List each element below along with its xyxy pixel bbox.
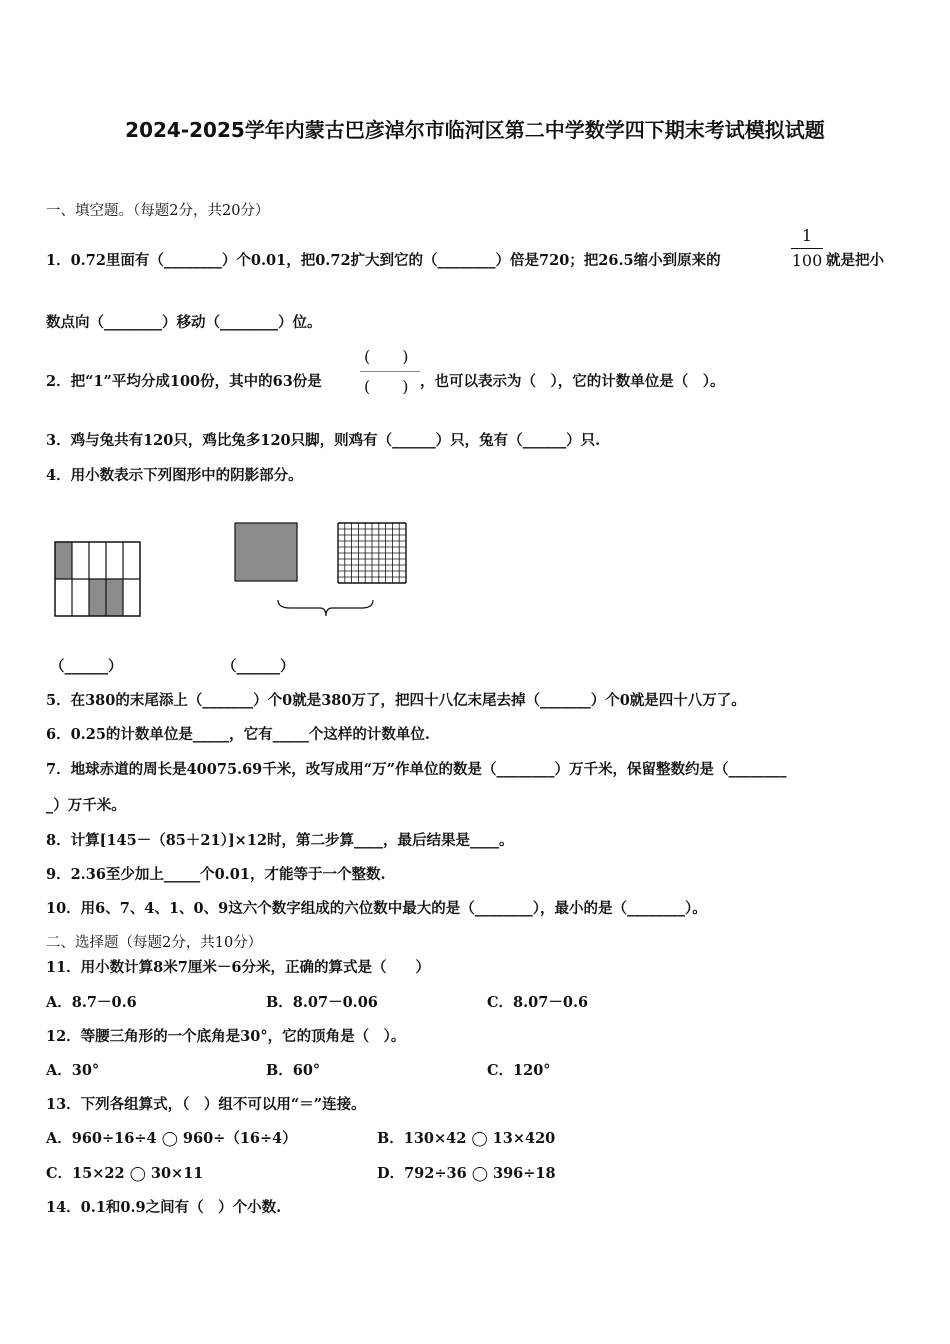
question-5: 5．在380的末尾添上（_______）个0就是380万了，把四十八亿末尾去掉（_______）个0就是四十八万了。 [46, 692, 746, 709]
question-7-part-b: _）万千米。 [46, 797, 126, 814]
q4-figure-2-hundred-grid [338, 523, 406, 583]
q11-option-c[interactable]: C．8.07－0.6 [487, 994, 589, 1011]
question-12: 12．等腰三角形的一个底角是30°，它的顶角是（ ）。 [46, 1028, 406, 1045]
question-11: 11．用小数计算8米7厘米－6分米，正确的算式是（ ） [46, 959, 430, 976]
q4-answer-2: （______） [222, 658, 295, 675]
q11-option-b[interactable]: B．8.07－0.06 [266, 994, 378, 1011]
question-3: 3．鸡与兔共有120只，鸡比兔多120只脚，则鸡有（______）只，兔有（______）只. [46, 432, 601, 449]
q13-option-d[interactable]: D．792÷36 ◯ 396÷18 [377, 1165, 556, 1182]
q4-fig1-shaded-cell-2 [89, 579, 106, 616]
q12-option-a[interactable]: A．30° [46, 1062, 100, 1079]
q12-option-c[interactable]: C．120° [487, 1062, 551, 1079]
q13-option-c[interactable]: C．15×22 ◯ 30×11 [46, 1165, 204, 1182]
q13-option-a[interactable]: A．960÷16÷4 ◯ 960÷（16÷4） [46, 1130, 297, 1147]
q1-fraction-denominator: 100 [791, 251, 823, 270]
q4-answer-1: （______） [50, 658, 123, 675]
q4-brace [278, 600, 373, 616]
page-title: 2024-2025学年内蒙古巴彦淖尔市临河区第二中学数学四下期末考试模拟试题 [125, 118, 825, 142]
question-1-part-c: 数点向（________）移动（________）位。 [46, 314, 322, 331]
q13-option-b[interactable]: B．130×42 ◯ 13×420 [377, 1130, 556, 1147]
question-10: 10．用6、7、4、1、0、9这六个数字组成的六位数中最大的是（________），最小的是（________）。 [46, 900, 707, 917]
question-7-part-a: 7．地球赤道的周长是40075.69千米，改写成用“万”作单位的数是（________）万千米，保留整数约是（________ [46, 761, 787, 778]
question-2-part-b: ，也可以表示为（ ），它的计数单位是（ ）。 [420, 373, 725, 390]
question-2-part-a: 2．把“1”平均分成100份，其中的63份是 [46, 373, 322, 390]
q1-fraction [791, 226, 823, 271]
q4-figures [40, 510, 440, 630]
section-1-heading: 一、填空题。（每题2分，共20分） [46, 203, 270, 219]
question-1-part-a: 1．0.72里面有（________）个0.01，把0.72扩大到它的（________）倍是720；把26.5缩小到原来的 [46, 252, 721, 269]
question-6: 6．0.25的计数单位是_____，它有_____个这样的计数单位. [46, 726, 430, 743]
q11-option-a[interactable]: A．8.7－0.6 [46, 994, 137, 1011]
question-1-part-b: 就是把小 [826, 252, 884, 269]
q4-fig1-shaded-cell-3 [106, 579, 123, 616]
question-4: 4．用小数表示下列图形中的阴影部分。 [46, 467, 303, 484]
question-14: 14．0.1和0.9之间有（ ）个小数. [46, 1199, 282, 1216]
q12-option-b[interactable]: B．60° [266, 1062, 321, 1079]
q2-fraction-top: ( ) [364, 347, 409, 366]
q2-fraction-bottom: ( ) [364, 377, 409, 396]
question-8: 8．计算[145－（85＋21）]×12时，第二步算____，最后结果是____。 [46, 832, 514, 849]
q4-figure-2-whole-square [235, 523, 297, 581]
section-2-heading: 二、选择题（每题2分，共10分） [46, 935, 263, 951]
question-9: 9．2.36至少加上_____个0.01，才能等于一个整数. [46, 866, 386, 883]
q1-fraction-numerator: 1 [801, 226, 813, 245]
q1-fraction-bar [791, 248, 823, 249]
question-13: 13．下列各组算式，（ ）组不可以用“＝”连接。 [46, 1096, 366, 1113]
q4-figure-1-grid [55, 542, 140, 616]
q4-fig1-shaded-cell-1 [55, 542, 72, 579]
